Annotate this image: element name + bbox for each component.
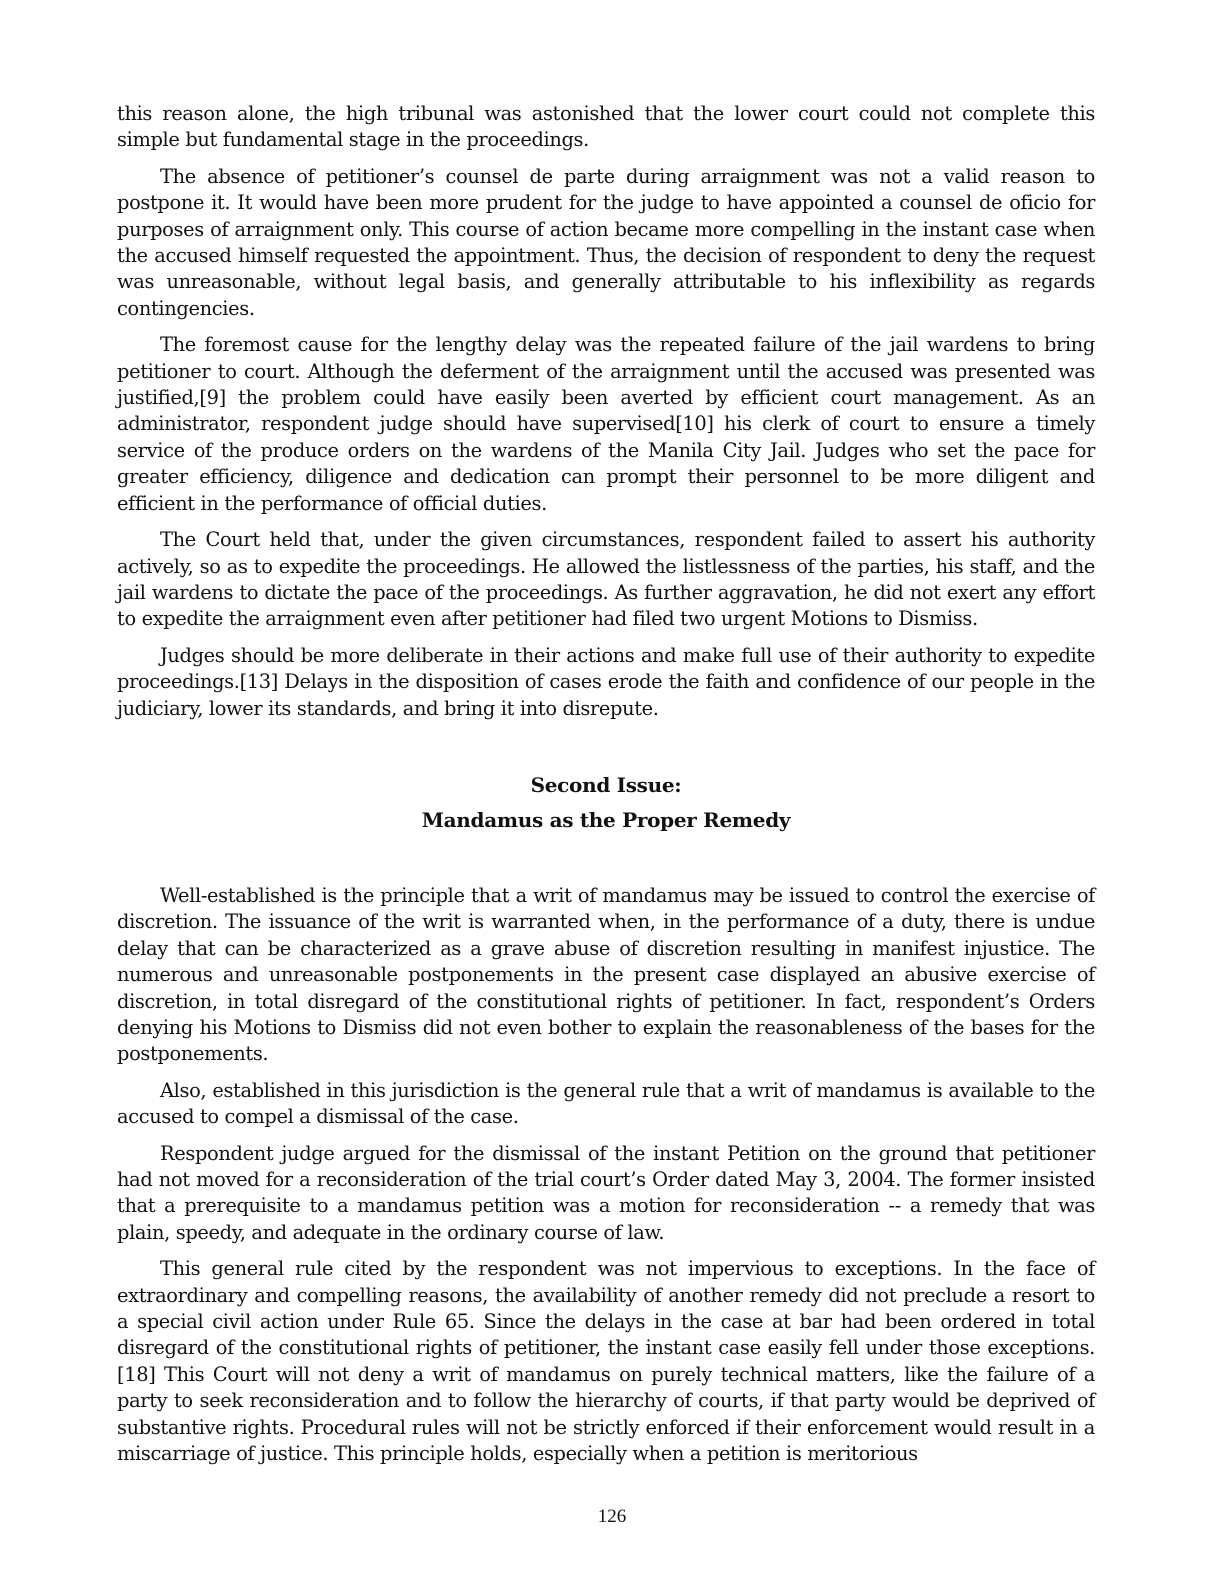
paragraph-exceptions: This general rule cited by the respondent was not impervious to exceptions. In the face of extraordinary and compelling reasons, the availability of another remedy did not preclude a resort to a special civil action under Rule 65. Since the delays in the case at bar had been ordered in total disregard of the constitutional rights of petitioner, the instant case easily fell under those exceptions.[18] This Court will not deny a writ of mandamus on purely technical matters, like the failure of a party to seek reconsideration and to follow the hierarchy of courts, if that party would be deprived of substantive rights. Procedural rules will not be strictly enforced if their enforcement would result in a miscarriage of justice. This principle holds, especially when a petition is meritorious bbox=[117, 1257, 1095, 1466]
paragraph-counsel-de-oficio: The absence of petitioner’s counsel de parte during arraignment was not a valid reason to postpone it. It would have been more prudent for the judge to have appointed a counsel de oficio for purposes of arraignment only. This course of action became more compelling in the instant case when the accused himself requested the appointment. Thus, the decision of respondent to deny the request was unreasonable, without legal basis, and generally attributable to his inflexibility as regards contingencies. bbox=[117, 164, 1095, 320]
paragraph-jail-wardens: The foremost cause for the lengthy delay was the repeated failure of the jail wardens to bring petitioner to court. Although the deferment of the arraignment until the accused was presented was justified,[9] the problem could have easily been averted by efficient court management. As an administrator, respondent judge should have supervised[10] his clerk of court to ensure a timely service of the produce orders on the wardens of the Manila City Jail. Judges who set the pace for greater efficiency, diligence and dedication can prompt their personnel to be more diligent and efficient in the performance of official duties. bbox=[117, 333, 1095, 515]
page-number: 126 bbox=[597, 1506, 627, 1527]
body-text-bottom bbox=[117, 883, 1095, 1468]
section-heading-issue: Second Issue: bbox=[530, 772, 682, 797]
paragraph-well-established: Well-established is the principle that a writ of mandamus may be issued to control the exercise of discretion. The issuance of the writ is warranted when, in the performance of a duty, there is undue delay that can be characterized as a grave abuse of discretion resulting in manifest injustice. The numerous and unreasonable postponements in the present case displayed an abusive exercise of discretion, in total disregard of the constitutional rights of petitioner. In fact, respondent’s Orders denying his Motions to Dismiss did not even bother to explain the reasonableness of the bases for the postponements. bbox=[117, 883, 1095, 1066]
paragraph-general-rule: Also, established in this jurisdiction is the general rule that a writ of mandamus is available to the accused to compel a dismissal of the case. bbox=[117, 1078, 1095, 1129]
document-page bbox=[117, 101, 1095, 1477]
section-heading bbox=[117, 768, 1095, 838]
paragraph-continued: this reason alone, the high tribunal was astonished that the lower court could not complete this simple but fundamental stage in the proceedings. bbox=[117, 102, 1095, 152]
paragraph-court-held: The Court held that, under the given circumstances, respondent failed to assert his authority actively, so as to expedite the proceedings. He allowed the listlessness of the parties, his staff, and the jail wardens to dictate the pace of the proceedings. As further aggravation, he did not exert any effort to expedite the arraignment even after petitioner had filed two urgent Motions to Dismiss. bbox=[117, 528, 1095, 631]
body-text-top bbox=[117, 101, 1095, 722]
paragraph-respondent-argued: Respondent judge argued for the dismissal of the instant Petition on the ground that petitioner had not moved for a reconsideration of the trial court’s Order dated May 3, 2004. The former insisted that a prerequisite to a mandamus petition was a motion for reconsideration -- a remedy that was plain, speedy, and adequate in the ordinary course of law. bbox=[117, 1141, 1095, 1244]
paragraph-judges-deliberate: Judges should be more deliberate in their actions and make full use of their authority to expedite proceedings.[13] Delays in the disposition of cases erode the faith and confidence of our people in the judiciary, lower its standards, and bring it into disrepute. bbox=[117, 643, 1095, 720]
section-heading-title: Mandamus as the Proper Remedy bbox=[421, 807, 791, 832]
